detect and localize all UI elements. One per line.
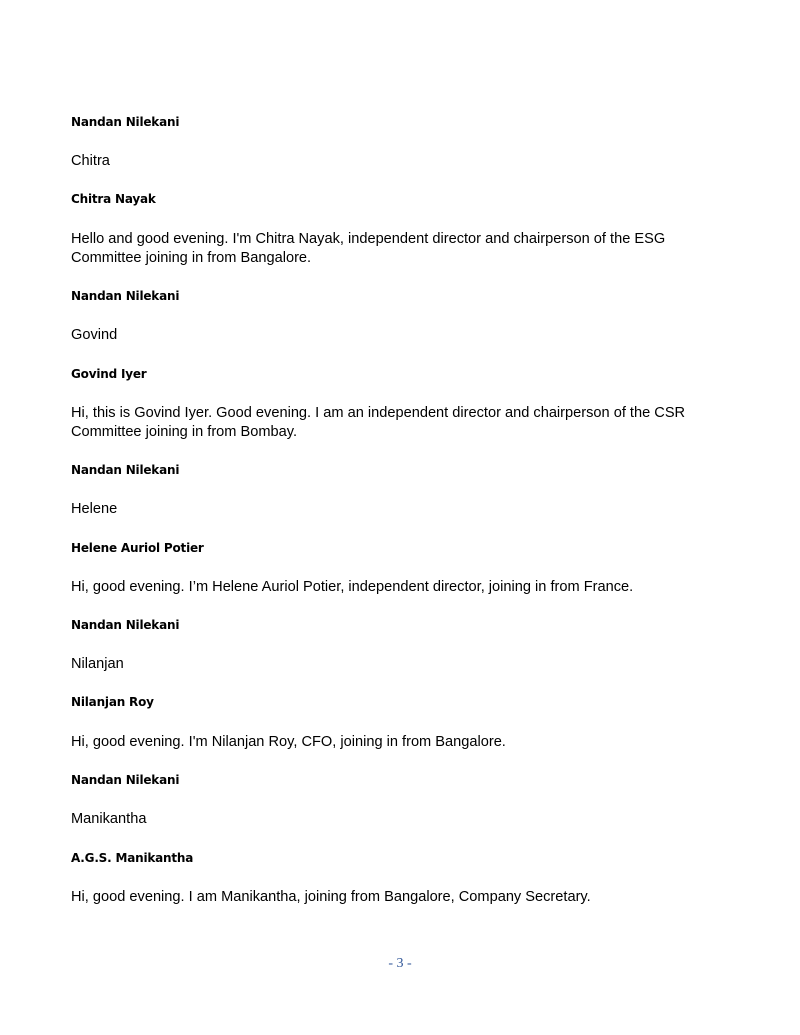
- speech-text: Manikantha: [71, 811, 147, 827]
- speech-text: Chitra: [71, 153, 110, 169]
- speech-text: Hello and good evening. I'm Chitra Nayak, independent director and chairperson of the ESG Committee joining in from Bangalore.: [71, 231, 666, 266]
- speaker-name: Helene Auriol Potier: [71, 541, 204, 555]
- page-number: - 3 -: [388, 956, 412, 971]
- speech-text: Nilanjan: [71, 656, 124, 672]
- speech-text: Hi, good evening. I am Manikantha, joining from Bangalore, Company Secretary.: [71, 889, 591, 905]
- speaker-name: Nandan Nilekani: [71, 115, 180, 129]
- speaker-name: Govind Iyer: [71, 367, 147, 381]
- speaker-name: Nandan Nilekani: [71, 463, 180, 477]
- speech-text: Hi, good evening. I’m Helene Auriol Potier, independent director, joining in from France.: [71, 579, 634, 595]
- speaker-name: Nandan Nilekani: [71, 618, 180, 632]
- speaker-name: Nandan Nilekani: [71, 773, 180, 787]
- speaker-name: A.G.S. Manikantha: [71, 851, 194, 865]
- speech-text: Hi, this is Govind Iyer. Good evening. I am an independent director and chairperson of the CSR Committee joining in from Bombay.: [71, 405, 686, 440]
- speech-text: Helene: [71, 501, 118, 517]
- speaker-name: Nandan Nilekani: [71, 289, 180, 303]
- speaker-name: Chitra Nayak: [71, 192, 156, 206]
- speech-text: Govind: [71, 327, 118, 343]
- speaker-name: Nilanjan Roy: [71, 695, 154, 709]
- speech-text: Hi, good evening. I'm Nilanjan Roy, CFO, joining in from Bangalore.: [71, 734, 506, 750]
